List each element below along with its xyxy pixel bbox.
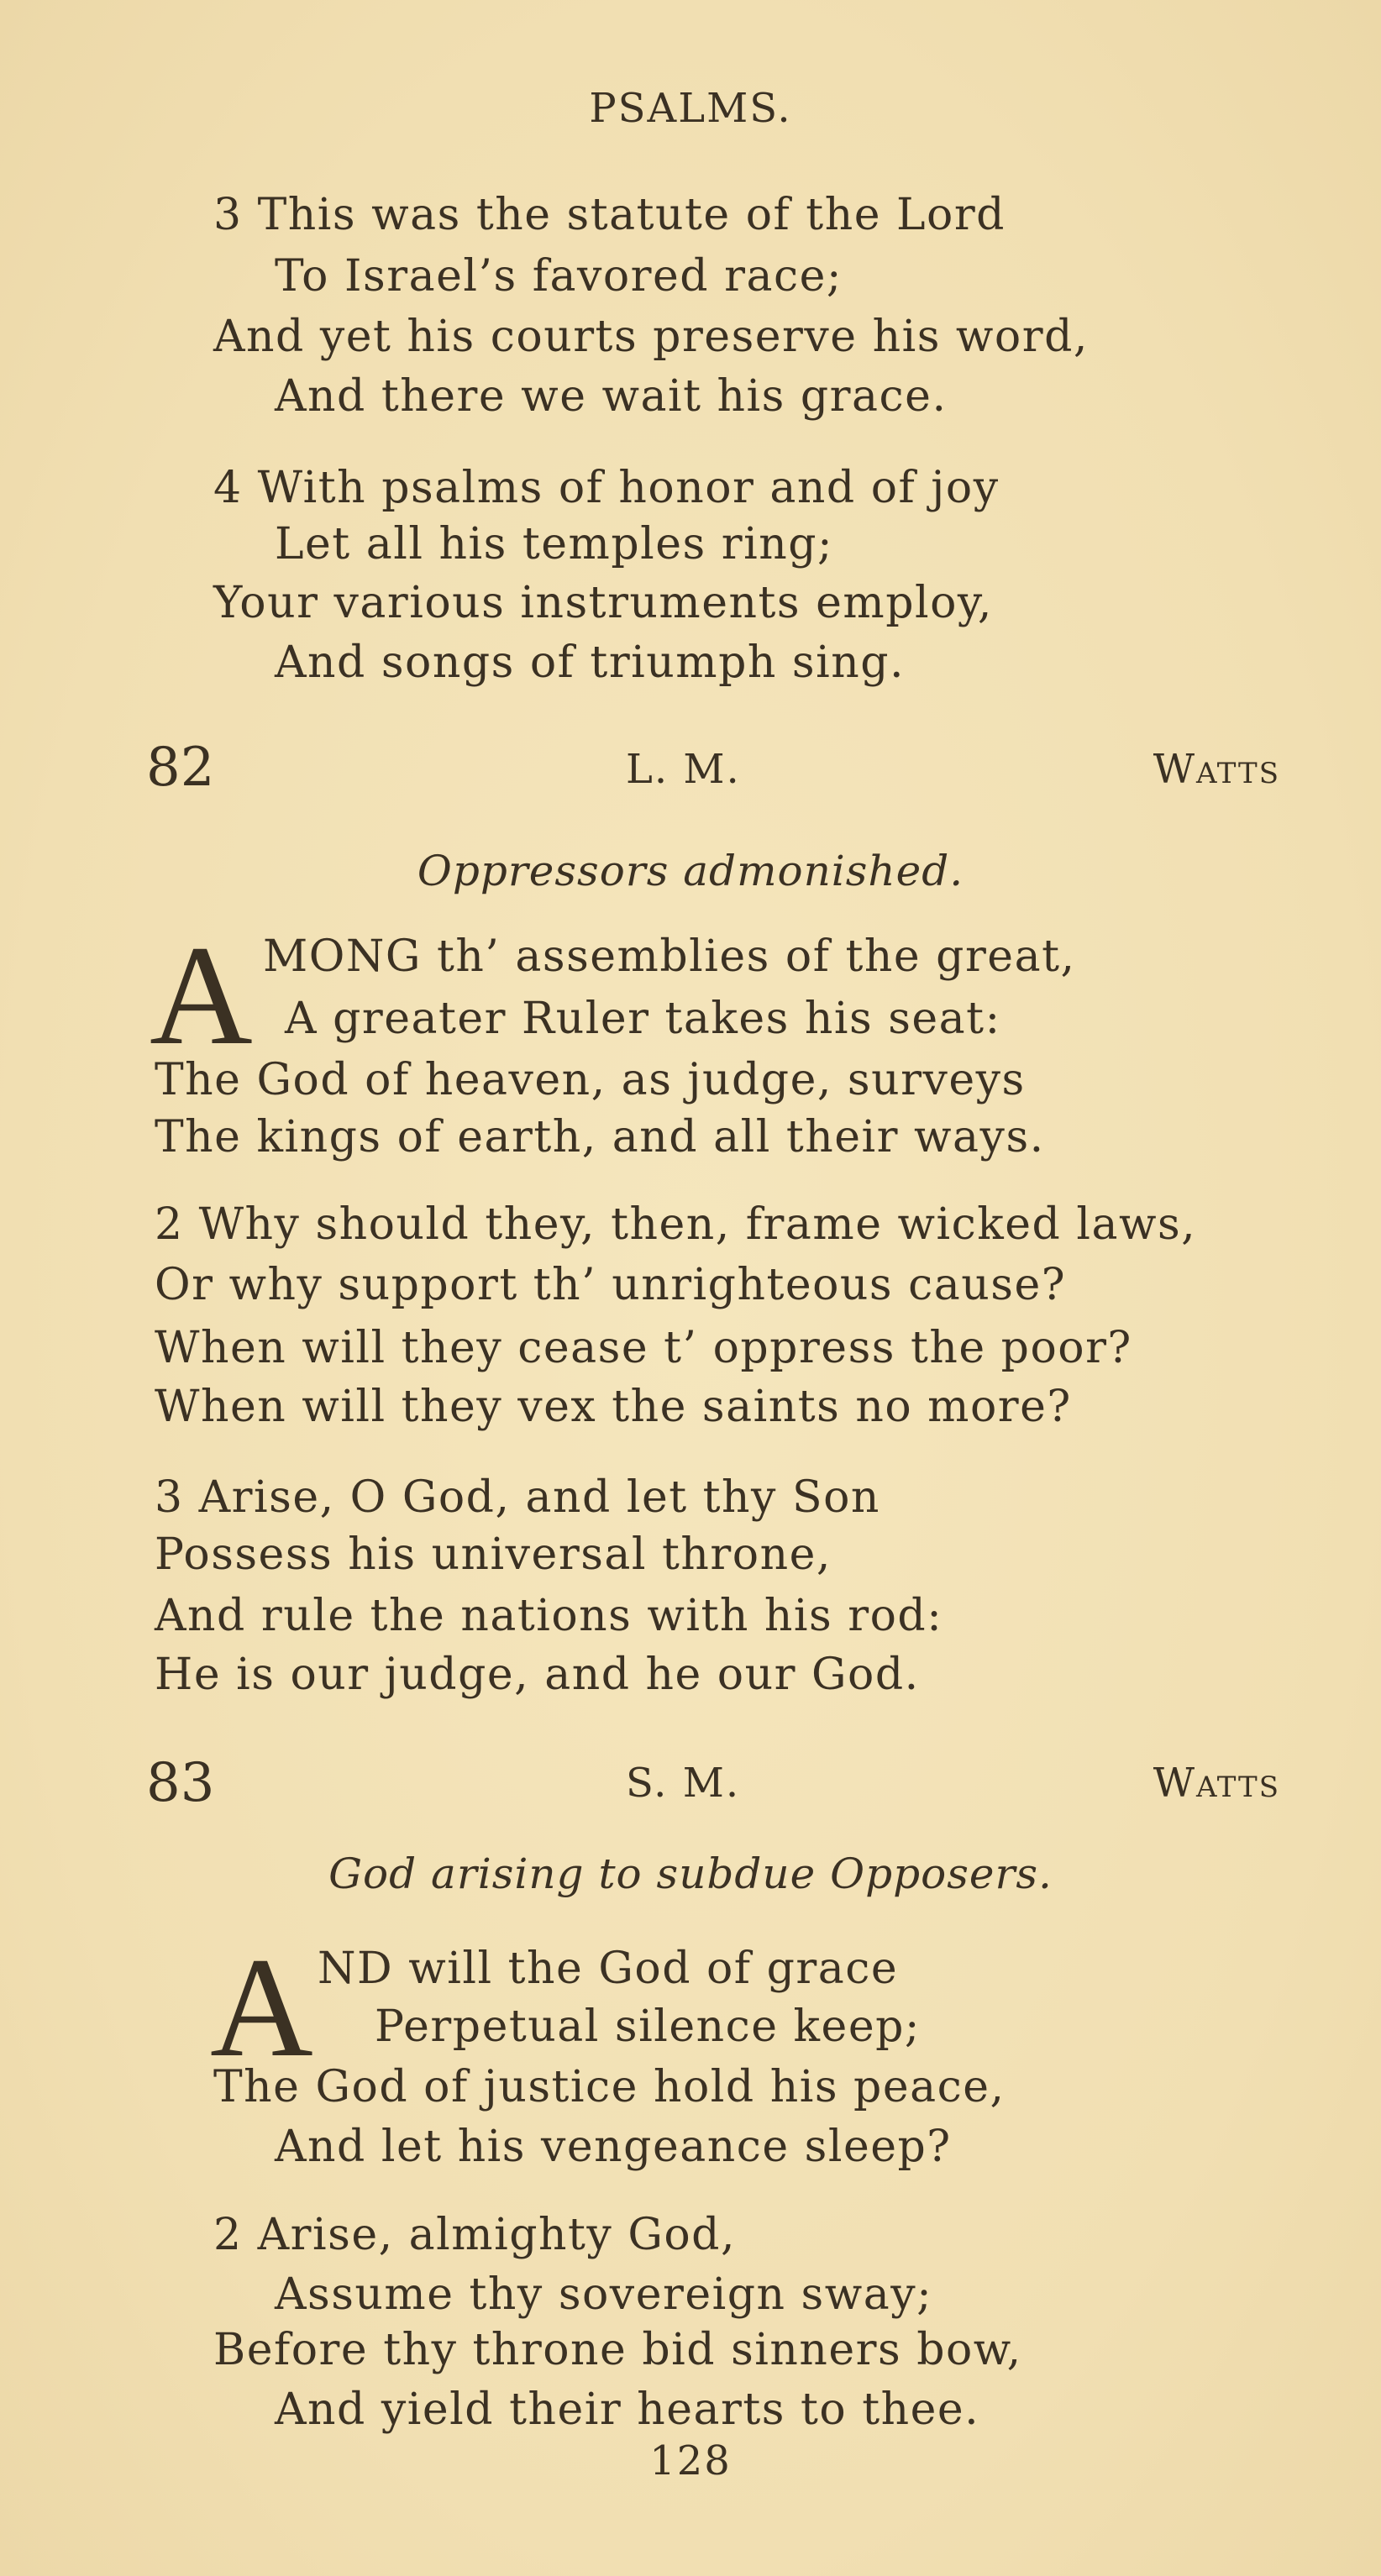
hymn-number: 83 xyxy=(146,1752,215,1814)
verse-line: The kings of earth, and all their ways. xyxy=(155,1112,1045,1162)
verse-line: To Israel’s favored race; xyxy=(275,251,843,302)
verse-line: 4 With psalms of honor and of joy xyxy=(213,463,1000,513)
verse-line: Assume thy sovereign sway; xyxy=(275,2269,933,2320)
hymn-number: 82 xyxy=(146,737,215,799)
verse-line: 3 Arise, O God, and let thy Son xyxy=(155,1472,880,1523)
hymn-subtitle: God arising to subdue Opposers. xyxy=(328,1849,1053,1898)
verse-line: Possess his universal throne, xyxy=(155,1529,832,1580)
verse-line: And rule the nations with his rod: xyxy=(155,1591,943,1641)
verse-line: ND will the God of grace xyxy=(318,1944,899,1994)
verse-line: Before thy throne bid sinners bow, xyxy=(213,2325,1022,2375)
verse-line: Let all his temples ring; xyxy=(275,519,834,569)
verse-line: A greater Ruler takes his seat: xyxy=(285,994,1001,1044)
verse-line: Your various instruments employ, xyxy=(213,578,993,628)
verse-line: And there we wait his grace. xyxy=(275,371,948,422)
running-head: PSALMS. xyxy=(589,85,792,132)
verse-line: And yield their hearts to thee. xyxy=(275,2385,980,2435)
verse-line: And yet his courts preserve his word, xyxy=(213,312,1089,362)
verse-line: Or why support th’ unrighteous cause? xyxy=(155,1260,1067,1310)
hymn-subtitle: Oppressors admonished. xyxy=(417,847,964,895)
hymn-author: Watts xyxy=(1153,1760,1280,1807)
verse-line: 3 This was the statute of the Lord xyxy=(213,190,1006,240)
verse-line: MONG th’ assemblies of the great, xyxy=(263,931,1076,982)
hymn-meter: S. M. xyxy=(626,1760,741,1807)
verse-line: 2 Arise, almighty God, xyxy=(213,2210,736,2260)
verse-line: When will they vex the saints no more? xyxy=(155,1382,1072,1432)
hymn-author: Watts xyxy=(1153,746,1280,793)
verse-line: When will they cease t’ oppress the poor? xyxy=(155,1323,1132,1373)
page-number: 128 xyxy=(649,2437,732,2484)
verse-line: The God of justice hold his peace, xyxy=(213,2062,1006,2112)
hymn-meter: L. M. xyxy=(626,746,741,793)
drop-cap: A xyxy=(210,1928,313,2086)
verse-line: The God of heaven, as judge, surveys xyxy=(155,1055,1026,1105)
verse-line: He is our judge, and he our God. xyxy=(155,1650,920,1700)
verse-line: Perpetual silence keep; xyxy=(375,2002,921,2052)
verse-line: 2 Why should they, then, frame wicked laws, xyxy=(155,1199,1197,1250)
verse-line: And songs of triumph sing. xyxy=(275,637,906,688)
verse-line: And let his vengeance sleep? xyxy=(275,2122,952,2172)
drop-cap: A xyxy=(150,916,253,1074)
